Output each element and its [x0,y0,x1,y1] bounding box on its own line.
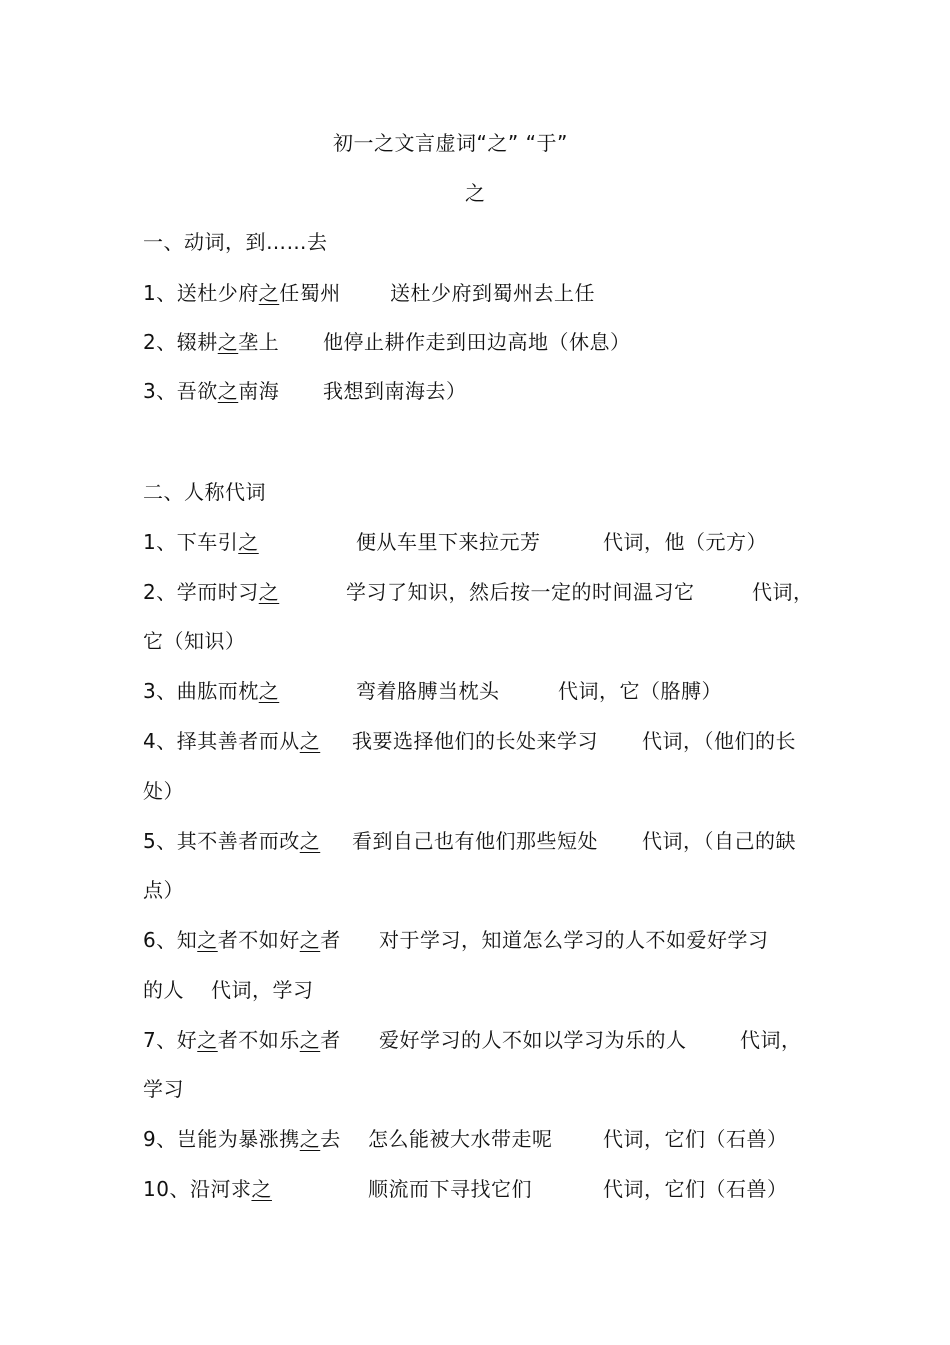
item-number: 6、 [143,928,177,952]
example-sentence [143,530,259,554]
document-title: 初一之文言虚词“之” “于” [333,131,568,155]
grammar-note: 代词，学习 [211,978,314,1002]
target-word: 之 [258,580,280,604]
item-number: 2、 [143,330,177,354]
item-number: 4、 [143,729,177,753]
grammar-note: 代词，它们（石兽） [603,1127,788,1151]
translation: 对于学习，知道怎么学习的人不如爱好学习 [379,928,769,952]
translation: 爱好学习的人不如以学习为乐的人 [379,1028,687,1052]
example-sentence [143,1028,341,1052]
target-word: 之 [299,1028,321,1052]
sentence-text: 南海 [238,379,280,403]
item-number: 10、 [143,1177,190,1201]
grammar-note-continued: 处） [143,779,184,803]
sentence-text: 学而时习 [176,580,259,604]
example-sentence [143,281,341,305]
sentence-text: 沿河求 [189,1177,252,1201]
grammar-note-continued: 学习 [143,1077,184,1101]
target-word: 之 [197,928,218,952]
example-sentence [143,679,279,703]
translation: 顺流而下寻找它们 [368,1177,532,1201]
sentence-text: 者不如好 [217,928,300,952]
document-subtitle: 之 [465,181,486,205]
grammar-note: 代词， [740,1028,802,1052]
target-word: 之 [299,1127,321,1151]
sentence-text: 送杜少府 [176,281,259,305]
sentence-text: 者 [320,1028,341,1052]
target-word: 之 [251,1177,272,1201]
sentence-text: 择其善者而从 [176,729,300,753]
example-sentence [143,1127,341,1151]
item-number: 1、 [143,281,177,305]
translation: 我想到南海去） [323,379,467,403]
translation: 他停止耕作走到田边高地（休息） [323,330,631,354]
translation: 看到自己也有他们那些短处 [352,829,598,853]
sentence-text: 任蜀州 [279,281,341,305]
sentence-text: 者不如乐 [217,1028,300,1052]
example-sentence [143,829,320,853]
grammar-note: 代词，（自己的缺 [642,829,796,853]
example-sentence [143,729,320,753]
example-sentence [143,580,279,604]
target-word: 之 [299,928,321,952]
target-word: 之 [258,281,280,305]
target-word: 之 [238,530,259,554]
sentence-text: 者 [320,928,341,952]
section-heading: 一、动词，到……去 [143,230,328,254]
sentence-text: 辍耕 [176,330,218,354]
sentence-text: 下车引 [176,530,239,554]
sentence-text: 垄上 [238,330,280,354]
translation: 弯着胳膊当枕头 [356,679,500,703]
sentence-text: 曲肱而枕 [176,679,259,703]
example-sentence [143,1177,272,1201]
target-word: 之 [217,330,239,354]
example-sentence [143,928,341,952]
example-sentence [143,379,279,403]
sentence-text: 好 [176,1028,198,1052]
translation: 怎么能被大水带走呢 [368,1127,553,1151]
item-number: 5、 [143,829,177,853]
translation: 我要选择他们的长处来学习 [352,729,598,753]
item-number: 7、 [143,1028,177,1052]
grammar-note: 代词，他（元方） [603,530,767,554]
section-heading: 二、人称代词 [143,480,266,504]
grammar-note: 代词， [752,580,814,604]
item-number: 3、 [143,679,177,703]
item-number: 3、 [143,379,177,403]
target-word: 之 [299,729,321,753]
target-word: 之 [217,379,239,403]
sentence-text: 岂能为暴涨携 [176,1127,300,1151]
target-word: 之 [299,829,321,853]
translation-continued: 的人 [143,978,184,1002]
sentence-text: 其不善者而改 [176,829,300,853]
sentence-text: 知 [176,928,198,952]
target-word: 之 [197,1028,218,1052]
translation: 学习了知识，然后按一定的时间温习它 [346,580,695,604]
sentence-text: 吾欲 [176,379,218,403]
item-number: 2、 [143,580,177,604]
sentence-text: 去 [320,1127,341,1151]
item-number: 1、 [143,530,177,554]
grammar-note: 代词，它（胳膊） [558,679,722,703]
grammar-note-continued: 它（知识） [143,629,246,653]
translation: 送杜少府到蜀州去上任 [390,281,595,305]
translation: 便从车里下来拉元芳 [356,530,541,554]
target-word: 之 [258,679,280,703]
grammar-note-continued: 点） [143,878,184,902]
example-sentence [143,330,279,354]
item-number: 9、 [143,1127,177,1151]
grammar-note: 代词，它们（石兽） [603,1177,788,1201]
grammar-note: 代词，（他们的长 [642,729,796,753]
